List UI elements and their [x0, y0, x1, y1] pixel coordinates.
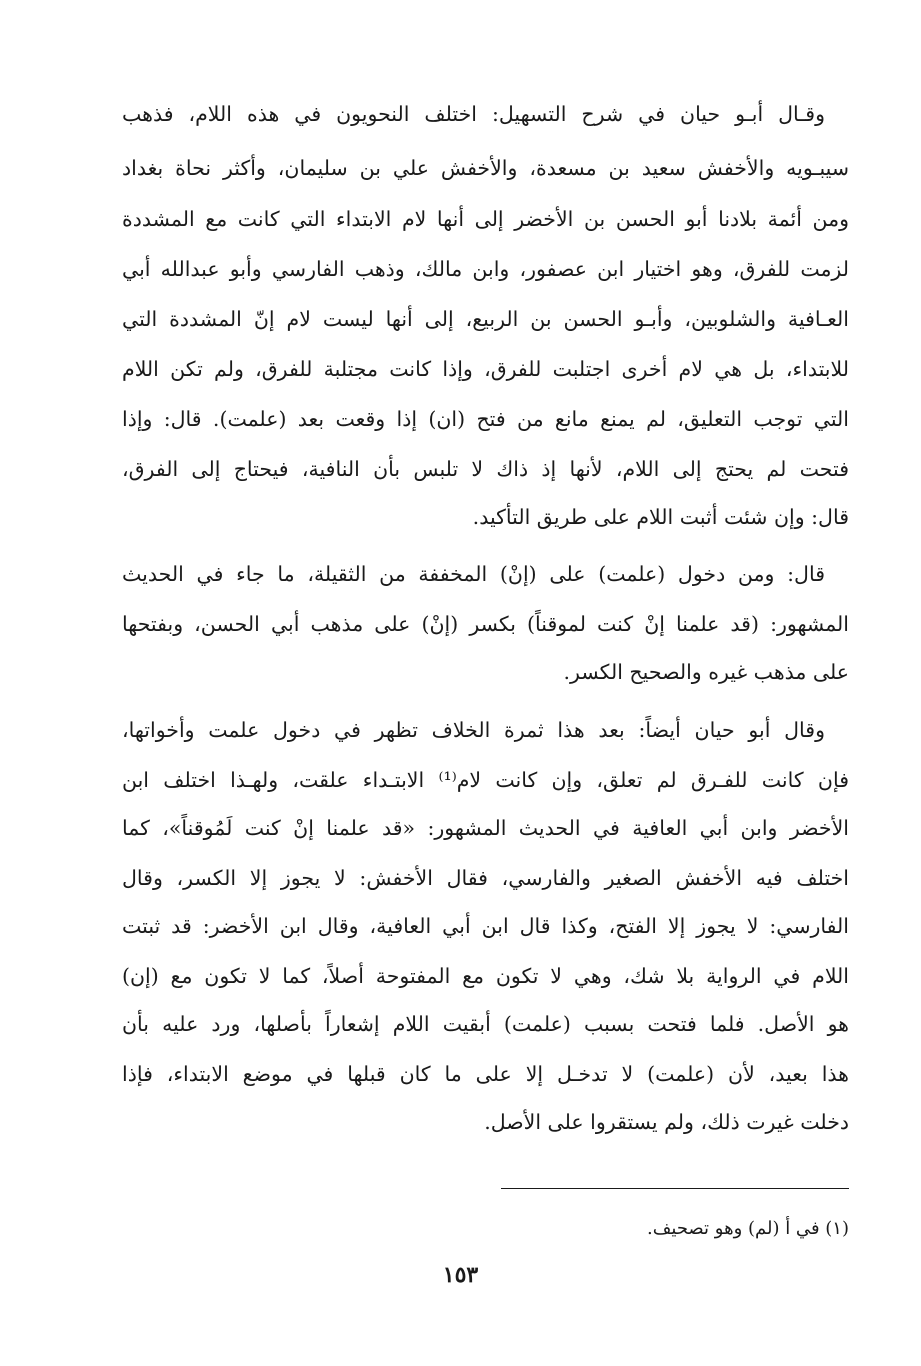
text-line: وقال أبو حيان أيضاً: بعد هذا ثمرة الخلاف تظهر في دخول علمت وأخواتها،	[122, 718, 825, 742]
text-line: اختلف فيه الأخفش الصغير والفارسي، فقال الأخفش: لا يجوز إلا الكسر، وقال	[122, 866, 849, 890]
text-line: هو الأصل. فلما فتحت بسبب (علمت) أبقيت اللام إشعاراً بأصلها، ورد عليه بأن	[122, 1012, 849, 1036]
text-line: وقـال أبـو حيان في شرح التسهيل: اختلف النحويون في هذه اللام، فذهب	[122, 102, 825, 126]
text-line: التي توجب التعليق، لم يمنع مانع من فتح (ان) إذا وقعت بعد (علمت). قال: وإذا	[122, 407, 849, 431]
text-line: فتحت لم يحتج إلى اللام، لأنها إذ ذاك لا تلبس بأن النافية، فيحتاج إلى الفرق،	[122, 457, 849, 481]
footnote: (١) في أ (لم) وهو تصحيف.	[647, 1218, 849, 1239]
text-line: دخلت غيرت ذلك، ولم يستقروا على الأصل.	[484, 1110, 849, 1134]
text-line: لزمت للفرق، وهو اختيار ابن عصفور، وابن مالك، وذهب الفارسي وأبو عبدالله أبي	[122, 257, 849, 281]
text-line: الأخضر وابن أبي العافية في الحديث المشهور: «قد علمنا إنْ كنت لَمُوقناً»، كما	[122, 816, 849, 840]
text-line: فإن كانت للفـرق لم تعلق، وإن كانت لام⁽¹⁾ الابتـداء علقت، ولهـذا اختلف ابن	[122, 768, 849, 792]
text-line: اللام في الرواية بلا شك، وهي لا تكون مع المفتوحة أصلاً، كما لا تكون مع (إن)	[122, 964, 849, 988]
text-line: الفارسي: لا يجوز إلا الفتح، وكذا قال ابن أبي العافية، وقال ابن الأخضر: قد ثبتت	[122, 914, 849, 938]
page-number: ١٥٣	[442, 1262, 479, 1288]
text-line: المشهور: (قد علمنا إنْ كنت لموقناً) بكسر (إنْ) على مذهب أبي الحسن، وبفتحها	[122, 612, 849, 636]
text-line: ومن أئمة بلادنا أبو الحسن بن الأخضر إلى أنها لام الابتداء التي كانت مع المشددة	[122, 207, 849, 231]
text-line: هذا بعيد، لأن (علمت) لا تدخـل إلا على ما كان قبلها في موضع الابتداء، فإذا	[122, 1062, 849, 1086]
footnote-divider	[501, 1188, 849, 1189]
text-line: العـافية والشلوبين، وأبـو الحسن بن الربيع، إلى أنها ليست لام إنّ المشددة التي	[122, 307, 849, 331]
text-line: قال: وإن شئت أثبت اللام على طريق التأكيد.	[472, 505, 849, 529]
text-line: للابتداء، بل هي لام أخرى اجتلبت للفرق، وإذا كانت مجتلبة للفرق، ولم تكن اللام	[122, 357, 849, 381]
text-line: قال: ومن دخول (علمت) على (إنْ) المخففة من الثقيلة، ما جاء في الحديث	[122, 562, 825, 586]
text-line: على مذهب غيره والصحيح الكسر.	[563, 660, 849, 684]
text-line: سيبـويه والأخفش سعيد بن مسعدة، والأخفش علي بن سليمان، وأكثر نحاة بغداد	[122, 156, 849, 180]
